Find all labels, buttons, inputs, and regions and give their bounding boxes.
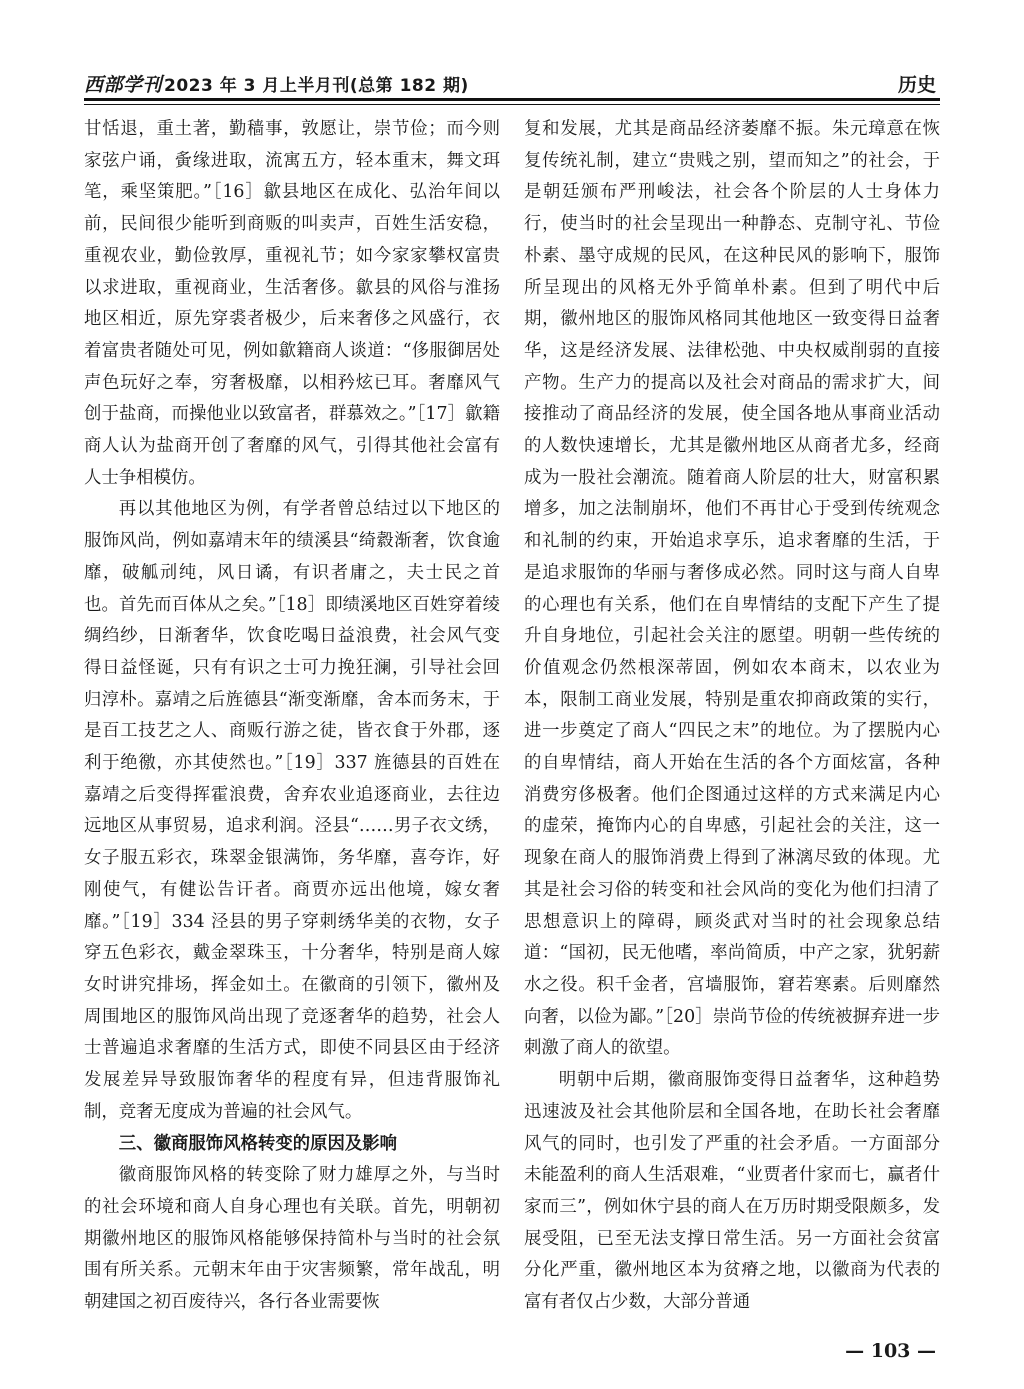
header-rule-thin bbox=[84, 104, 940, 105]
running-header bbox=[84, 68, 940, 102]
paragraph: 明朝中后期，徽商服饰变得日益奢华，这种趋势迅速波及社会其他阶层和全国各地，在助长社会奢靡风气的同时，也引发了严重的社会矛盾。一方面部分未能盈利的商人生活艰难，“业贾者什家而七，赢者什家而三”，例如休宁县的商人在万历时期受限颇多，发展受阻，已至无法支撑日常生活。另一方面社会贫富分化严重，徽州地区本为贫瘠之地，以徽商为代表的富有者仅占少数，大部分普通 bbox=[524, 1070, 940, 1313]
journal-issue-line bbox=[84, 70, 469, 97]
header-rule-thick bbox=[84, 98, 940, 101]
paragraph: 再以其他地区为例，有学者曾总结过以下地区的服饰风尚，例如嘉靖末年的绩溪县“绮縠渐奢，饮食逾靡，破觚刓纯，风日谲，有识者庸之，夫士民之首也。首先而百体从之矣。”［18］即绩溪地区百姓穿着绫绸绉纱，日渐奢华，饮食吃喝日益浪费，社会风气变得日益怪诞，只有有识之士可力挽狂澜，引导社会回归淳朴。嘉靖之后旌德县“渐变渐靡，舍本而务末，于是百工技艺之人、商贩行游之徒，皆衣食于外郡，逐利于绝徼，亦其使然也。”［19］337 旌德县的百姓在嘉靖之后变得挥霍浪费，舍弃农业追逐商业，去往边远地区从事贸易，追求利润。泾县“……男子衣文绣，女子服五彩衣，珠翠金银满饰，务华靡，喜夸诈，好刚使气，有健讼告讦者。商贾亦远出他境，嫁女奢靡。”［19］334 泾县的男子穿刺绣华美的衣物，女子穿五色彩衣，戴金翠珠玉，十分奢华，特别是商人嫁女时讲究排场，挥金如土。在徽商的引领下，徽州及周围地区的服饰风尚出现了竞逐奢华的趋势，社会人士普遍追求奢靡的生活方式，即使不同县区由于经济发展差异导致服饰奢华的程度有异，但违背服饰礼制，竞奢无度成为普遍的社会风气。 bbox=[84, 499, 500, 1122]
right-column bbox=[524, 114, 940, 1344]
journal-name: 西部学刊 bbox=[84, 74, 163, 96]
left-column bbox=[84, 114, 500, 1344]
issue-info: 2023 年 3 月上半月刊(总第 182 期) bbox=[164, 76, 469, 96]
section-heading: 三、徽商服饰风格转变的原因及影响 bbox=[118, 1133, 398, 1154]
section-title: 历史 bbox=[897, 74, 936, 96]
page-number: — 103 — bbox=[845, 1340, 936, 1362]
paragraph: 徽商服饰风格的转变除了财力雄厚之外，与当时的社会环境和商人自身心理也有关联。首先，明朝初期徽州地区的服饰风格能够保持简朴与当时的社会氛围有所关系。元朝末年由于灾害频繁，常年战乱，明朝建国之初百废待兴，各行各业需要恢 bbox=[84, 1165, 500, 1313]
paragraph: 甘恬退，重土著，勤穑事，敦愿让，崇节俭；而今则家弦户诵，夤缘进取，流寓五方，轻本重末，舞文珥笔，乘坚策肥。”［16］歙县地区在成化、弘治年间以前，民间很少能听到商贩的叫卖声，百姓生活安稳，重视农业，勤俭敦厚，重视礼节；如今家家攀权富贵以求进取，重视商业，生活奢侈。歙县的风俗与淮扬地区相近，原先穿裘者极少，后来奢侈之风盛行，衣着富贵者随处可见，例如歙籍商人谈道：“侈服御居处声色玩好之奉，穷奢极靡，以相矜炫已耳。奢靡风气创于盐商，而操他业以致富者，群慕效之。”［17］歙籍商人认为盐商开创了奢靡的风气，引得其他社会富有人士争相模仿。 bbox=[84, 119, 500, 488]
paragraph: 复和发展，尤其是商品经济萎靡不振。朱元璋意在恢复传统礼制，建立“贵贱之别，望而知之”的社会，于是朝廷颁布严刑峻法，社会各个阶层的人士身体力行，使当时的社会呈现出一种静态、克制守礼、节俭朴素、墨守成规的民风，在这种民风的影响下，服饰所呈现出的风格无外乎简单朴素。但到了明代中后期，徽州地区的服饰风格同其他地区一致变得日益奢华，这是经济发展、法律松弛、中央权威削弱的直接产物。生产力的提高以及社会对商品的需求扩大，间接推动了商品经济的发展，使全国各地从事商业活动的人数快速增长，尤其是徽州地区从商者尤多，经商成为一股社会潮流。随着商人阶层的壮大，财富积累增多，加之法制崩坏，他们不再甘心于受到传统观念和礼制的约束，开始追求享乐，追求奢靡的生活，于是追求服饰的华丽与奢侈成必然。同时这与商人自卑的心理也有关系，他们在自卑情结的支配下产生了提升自身地位，引起社会关注的愿望。明朝一些传统的价值观念仍然根深蒂固，例如农本商末，以农业为本，限制工商业发展，特别是重农抑商政策的实行，进一步奠定了商人“四民之末”的地位。为了摆脱内心的自卑情结，商人开始在生活的各个方面炫富，各种消费穷侈极奢。他们企图通过这样的方式来满足内心的虚荣，掩饰内心的自卑感，引起社会的关注，这一现象在商人的服饰消费上得到了淋漓尽致的体现。尤其是社会习俗的转变和社会风尚的变化为他们扫清了思想意识上的障碍，顾炎武对当时的社会现象总结道：“国初，民无他嗜，率尚简质，中产之家，犹躬薪水之役。积千金者，宫墙服饰，窘若寒素。后则靡然向奢，以俭为鄙。”［20］崇尚节俭的传统被摒弃进一步刺激了商人的欲望。 bbox=[524, 119, 940, 1059]
